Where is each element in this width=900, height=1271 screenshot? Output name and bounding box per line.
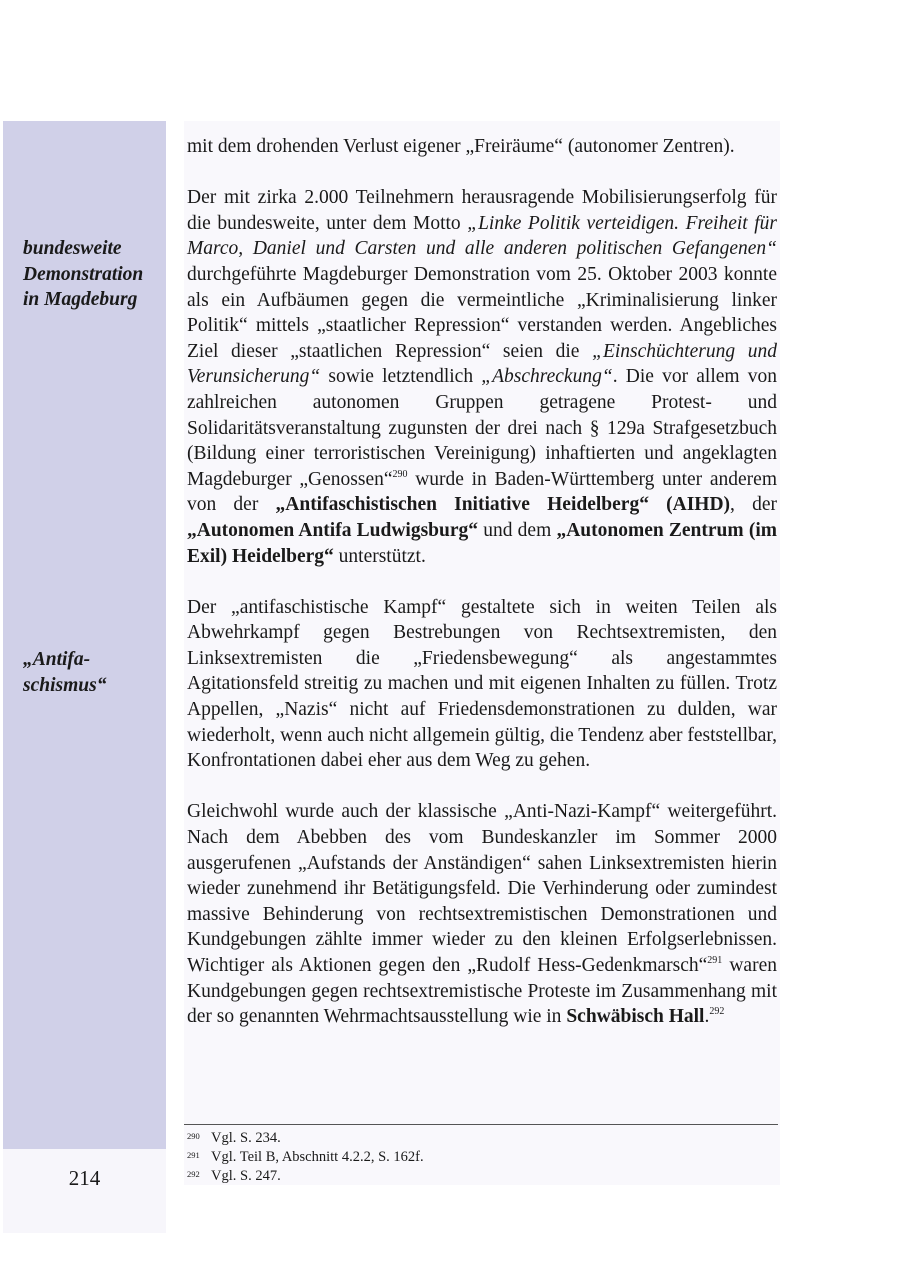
margin-column-footer (3, 1149, 166, 1233)
paragraph-4: Gleichwohl wurde auch der klassische „Anti-Nazi-Kampf“ weitergeführt. Nach dem Abebben des vom Bundeskanzler im Sommer 2000 ausgerufenen „Aufstands der Anständigen“ sahen Linksextremisten hierin wieder zunehmend ihr Betätigungsfeld. Die Verhinderung oder zumindest massive Behinderung von rechtsextremistischen Demonstrationen und Kundgebungen zählte immer wieder zu den kleinen Erfolgserlebnissen. Wichtiger als Aktionen gegen den „Rudolf Hess-Gedenkmarsch“$^{291}$ waren Kundgebungen gegen rechtsextremistische Proteste im Zusammenhang mit der so genannten Wehrmachtsausstellung wie in Schwäbisch Hall.$^{292}$ (187, 801, 777, 1028)
footnote-ref-291[interactable]: 291 (707, 955, 723, 966)
margin-note-antifaschismus: „Antifa- schismus“ (23, 649, 107, 696)
footnotes (187, 1129, 777, 1186)
footnote-292: 292 Vgl. S. 247. (187, 1168, 281, 1184)
footnote-ref-292[interactable]: 292 (709, 1006, 725, 1018)
paragraph-3: Der „antifaschistische Kampf“ gestaltete sich in weiten Teilen als Abwehrkampf gegen Bestrebungen von Rechtsextremisten, den Linksextremisten die „Friedensbewegung“ als angestammtes Agitationsfeld streitig zu machen und mit eigenen Inhalten zu füllen. Trotz Appellen, „Nazis“ nicht auf Friedensdemonstrationen zu dulden, war wiederholt, wenn auch nicht allgemein gültig, die Tendenz aber feststellbar, Konfrontationen dabei eher aus dem Weg zu gehen. (187, 596, 777, 772)
paragraph-1: mit dem drohenden Verlust eigener „Freiräume“ (autonomer Zentren). (187, 136, 735, 157)
footnote-divider (184, 1124, 778, 1125)
margin-note-demonstration: bundesweite Demonstration in Magdeburg (23, 238, 144, 310)
footnote-290: 290 Vgl. S. 234. (187, 1130, 281, 1146)
paragraph-2: Der mit zirka 2.000 Teilnehmern herausragende Mobilisierungserfolg für die bundesweite, unter dem Motto „Linke Politik verteidigen. Freiheit für Marco, Daniel und Carsten und alle anderen politischen Gefangenen“ durchgeführte Magdeburger Demonstration vom 25. Oktober 2003 konnte als ein Aufbäumen gegen die vermeintliche „Kriminalisierung linker Politik“ mittels „staatlicher Repression“ verstanden werden. Angebliches Ziel dieser „staatlichen Repression“ seien die „Einschüchterung und Verunsicherung“ sowie letztendlich „Abschreckung“. Die vor allem von zahlreichen autonomen Gruppen getragene Protest- und Solidaritätsveranstaltung zugunsten der drei nach § 129a Strafgesetzbuch (Bildung einer terroristischen Vereinigung) inhaftierten und angeklagten Magdeburger „Genossen“$^{290}$ wurde in Baden-Württemberg unter anderem von der „Antifaschistischen Initiative Heidelberg“ (AIHD), der „Autonomen Antifa Ludwigsburg“ und dem „Autonomen Zentrum (im Exil) Heidelberg“ unterstützt. (187, 187, 778, 567)
page-number: 214 (68, 1166, 101, 1190)
footnote-291: 291 Vgl. Teil B, Abschnitt 4.2.2, S. 162f. (187, 1149, 424, 1165)
body-text (187, 134, 777, 1030)
footnote-ref-290[interactable]: 290 (392, 468, 408, 480)
